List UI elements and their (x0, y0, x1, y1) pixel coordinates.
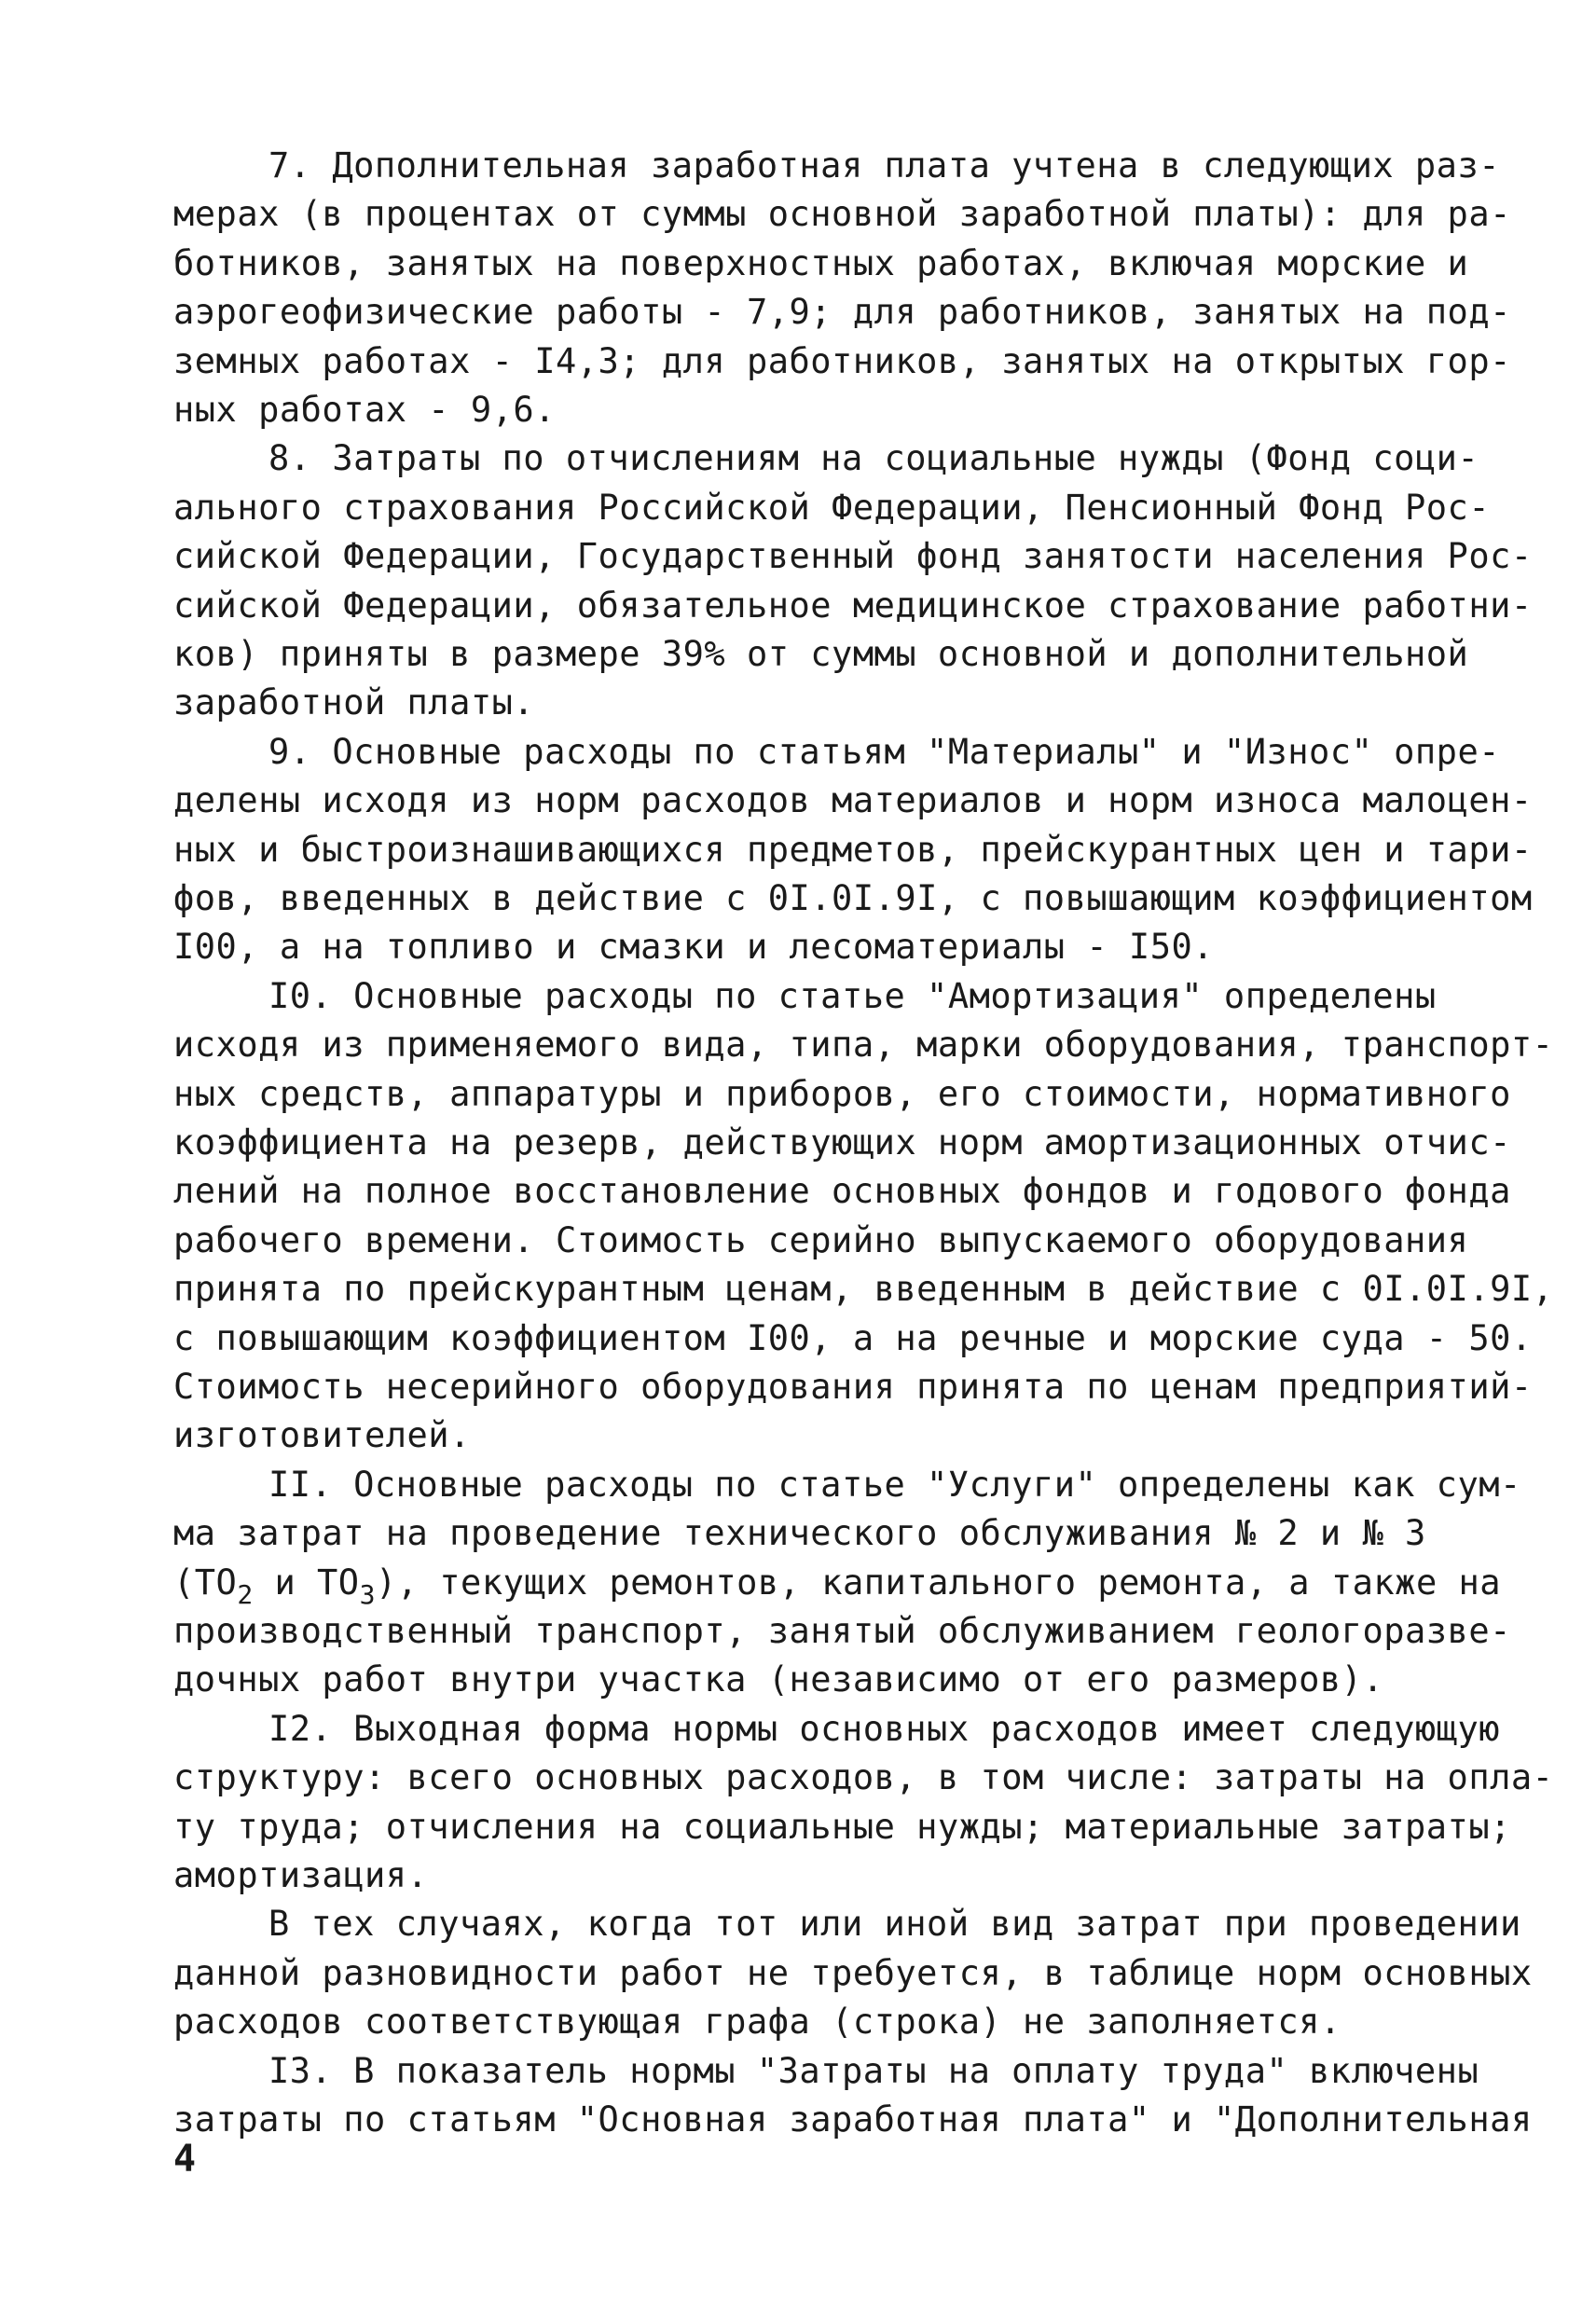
to-line-open: (ТО (173, 1562, 238, 1603)
text-line: принята по прейскурантным ценам, введенным в действие с 0I.0I.9I, (173, 1269, 1554, 1309)
page-number: 4 (173, 2138, 197, 2181)
text-line: затраты по статьям "Основная заработная плата" и "Дополнительная (173, 2099, 1533, 2140)
text-line: амортизация. (173, 1855, 429, 1895)
text-line: земных работах - I4,3; для работников, занятых на открытых гор- (173, 341, 1511, 381)
text-line: I00, а на топливо и смазки и лесоматериалы - I50. (173, 927, 1215, 967)
text-line: заработной платы. (173, 682, 535, 722)
to-line-rest: ), текущих ремонтов, капитального ремонта, а также на (375, 1562, 1502, 1603)
text-line: Стоимость несерийного оборудования принята по ценам предприятий- (173, 1367, 1533, 1407)
text-line: структуру: всего основных расходов, в том числе: затраты на опла- (173, 1757, 1554, 1797)
text-line: рабочего времени. Стоимость серийно выпускаемого оборудования (173, 1220, 1469, 1260)
text-line: производственный транспорт, занятый обслуживанием геологоразве- (173, 1611, 1511, 1651)
subscript-3: 3 (359, 1579, 376, 1610)
text-line: коэффициента на резерв, действующих норм амортизационных отчис- (173, 1122, 1511, 1163)
text-line: 8. Затраты по отчислениям на социальные нужды (Фонд соци- (268, 438, 1479, 478)
text-line: ботников, занятых на поверхностных работах, включая морские и (173, 243, 1469, 283)
text-line: ту труда; отчисления на социальные нужды; материальные затраты; (173, 1807, 1511, 1847)
text-line: аэрогеофизические работы - 7,9; для работников, занятых на под- (173, 292, 1511, 332)
text-line: изготовителей. (173, 1415, 471, 1455)
text-line: ков) приняты в размере 39% от суммы основной и дополнительной (173, 634, 1469, 674)
text-line: делены исходя из норм расходов материалов и норм износа малоцен- (173, 780, 1533, 820)
to-line-mid: и ТО (253, 1562, 360, 1603)
text-line: ма затрат на проведение технического обслуживания № 2 и № 3 (173, 1513, 1426, 1553)
text-line: мерах (в процентах от суммы основной заработной платы): для ра- (173, 194, 1511, 234)
text-line: I2. Выходная форма нормы основных расходов имеет следующую (268, 1709, 1501, 1749)
text-line: фов, введенных в действие с 0I.0I.9I, с повышающим коэффициентом (173, 878, 1533, 918)
text-line: сийской Федерации, обязательное медицинское страхование работни- (173, 585, 1533, 626)
text-line: ных и быстроизнашивающихся предметов, прейскурантных цен и тари- (173, 830, 1533, 870)
text-line: 9. Основные расходы по статьям "Материалы" и "Износ" опре- (268, 732, 1501, 772)
text-line: исходя из применяемого вида, типа, марки оборудования, транспорт- (173, 1025, 1554, 1065)
text-line: с повышающим коэффициентом I00, а на речные и морские суда - 50. (173, 1318, 1533, 1358)
text-line: данной разновидности работ не требуется, в таблице норм основных (173, 1953, 1533, 1993)
text-line: расходов соответствующая графа (строка) не заполняется. (173, 2002, 1341, 2042)
text-line: ных работах - 9,6. (173, 390, 556, 430)
subscript-2: 2 (237, 1579, 254, 1610)
text-line: сийской Федерации, Государственный фонд занятости населения Рос- (173, 536, 1533, 576)
text-line: ального страхования Российской Федерации, Пенсионный Фонд Рос- (173, 488, 1491, 528)
text-line: ных средств, аппаратуры и приборов, его стоимости, нормативного (173, 1074, 1511, 1114)
text-line: В тех случаях, когда тот или иной вид затрат при проведении (268, 1904, 1521, 1944)
text-line (173, 1559, 1502, 1610)
text-line: I3. В показатель нормы "Затраты на оплату труда" включены (268, 2051, 1479, 2091)
text-line: 7. Дополнительная заработная плата учтена в следующих раз- (268, 145, 1501, 186)
text-line: II. Основные расходы по статье "Услуги" определены как сум- (268, 1465, 1521, 1505)
text-line: дочных работ внутри участка (независимо от его размеров). (173, 1659, 1384, 1700)
text-line: I0. Основные расходы по статье "Амортизация" определены (268, 976, 1437, 1016)
text-line: лений на полное восстановление основных фондов и годового фонда (173, 1171, 1511, 1211)
